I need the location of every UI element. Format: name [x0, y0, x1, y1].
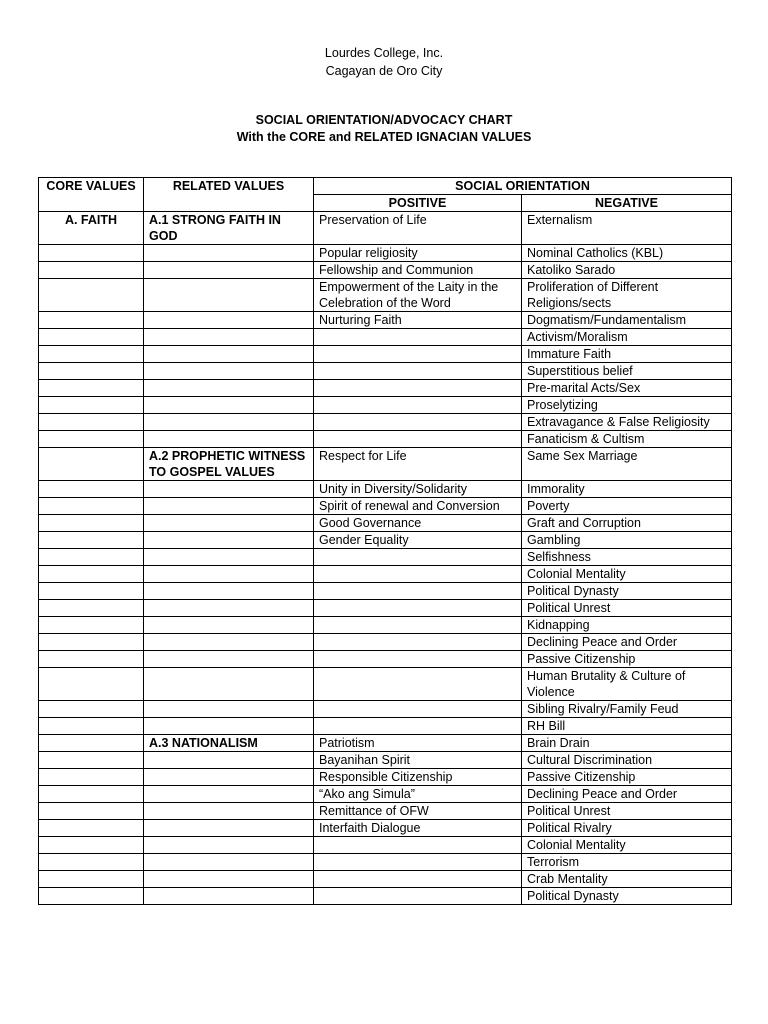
related-cell	[144, 566, 314, 583]
table-row	[39, 651, 732, 668]
core-cell	[39, 397, 144, 414]
related-cell	[144, 262, 314, 279]
related-cell	[144, 871, 314, 888]
positive-cell: “Ako ang Simula”	[314, 786, 522, 803]
positive-cell: Patriotism	[314, 735, 522, 752]
table-row	[39, 448, 732, 481]
table-row	[39, 583, 732, 600]
related-cell	[144, 752, 314, 769]
negative-cell: Immorality	[522, 481, 732, 498]
core-cell	[39, 549, 144, 566]
core-values-header: CORE VALUES	[39, 178, 144, 212]
negative-cell: Proliferation of Different Religions/sects	[522, 279, 732, 312]
table-row	[39, 380, 732, 397]
table-row	[39, 668, 732, 701]
table-row	[39, 769, 732, 786]
related-cell	[144, 701, 314, 718]
negative-cell: Political Dynasty	[522, 583, 732, 600]
core-cell	[39, 245, 144, 262]
related-cell	[144, 549, 314, 566]
positive-header: POSITIVE	[314, 195, 522, 212]
related-cell: A.3 NATIONALISM	[144, 735, 314, 752]
table-row	[39, 820, 732, 837]
advocacy-chart-table	[38, 177, 732, 905]
core-cell	[39, 481, 144, 498]
negative-cell: Human Brutality & Culture of Violence	[522, 668, 732, 701]
table-row	[39, 431, 732, 448]
related-cell	[144, 498, 314, 515]
core-cell	[39, 803, 144, 820]
core-cell	[39, 837, 144, 854]
positive-cell: Preservation of Life	[314, 212, 522, 245]
positive-cell	[314, 549, 522, 566]
core-cell	[39, 380, 144, 397]
positive-cell: Responsible Citizenship	[314, 769, 522, 786]
related-cell	[144, 854, 314, 871]
core-cell	[39, 786, 144, 803]
related-cell	[144, 380, 314, 397]
related-cell	[144, 837, 314, 854]
positive-cell	[314, 380, 522, 397]
negative-cell: Kidnapping	[522, 617, 732, 634]
negative-cell: Political Rivalry	[522, 820, 732, 837]
negative-cell: Declining Peace and Order	[522, 634, 732, 651]
core-cell	[39, 566, 144, 583]
related-cell	[144, 532, 314, 549]
core-cell	[39, 871, 144, 888]
table-row	[39, 363, 732, 380]
related-cell	[144, 329, 314, 346]
table-row	[39, 329, 732, 346]
core-cell	[39, 431, 144, 448]
negative-cell: Gambling	[522, 532, 732, 549]
table-row	[39, 549, 732, 566]
positive-cell: Popular religiosity	[314, 245, 522, 262]
positive-cell: Empowerment of the Laity in the Celebration of the Word	[314, 279, 522, 312]
negative-header: NEGATIVE	[522, 195, 732, 212]
positive-cell	[314, 583, 522, 600]
table-row	[39, 481, 732, 498]
positive-cell: Spirit of renewal and Conversion	[314, 498, 522, 515]
core-cell	[39, 634, 144, 651]
positive-cell: Good Governance	[314, 515, 522, 532]
negative-cell: Crab Mentality	[522, 871, 732, 888]
positive-cell: Unity in Diversity/Solidarity	[314, 481, 522, 498]
institution-city: Cagayan de Oro City	[325, 64, 443, 78]
social-orientation-header: SOCIAL ORIENTATION	[314, 178, 732, 195]
related-cell	[144, 600, 314, 617]
negative-cell: Katoliko Sarado	[522, 262, 732, 279]
table-row	[39, 871, 732, 888]
table-row	[39, 566, 732, 583]
related-cell	[144, 312, 314, 329]
core-cell	[39, 735, 144, 752]
positive-cell	[314, 431, 522, 448]
table-row	[39, 701, 732, 718]
core-cell	[39, 617, 144, 634]
table-row	[39, 803, 732, 820]
core-cell	[39, 769, 144, 786]
table-row	[39, 634, 732, 651]
negative-cell: Colonial Mentality	[522, 566, 732, 583]
core-cell	[39, 279, 144, 312]
core-cell	[39, 718, 144, 735]
table-row	[39, 752, 732, 769]
core-cell	[39, 515, 144, 532]
positive-cell	[314, 651, 522, 668]
negative-cell: Sibling Rivalry/Family Feud	[522, 701, 732, 718]
related-cell	[144, 718, 314, 735]
positive-cell	[314, 600, 522, 617]
negative-cell: Pre-marital Acts/Sex	[522, 380, 732, 397]
negative-cell: Dogmatism/Fundamentalism	[522, 312, 732, 329]
positive-cell: Remittance of OFW	[314, 803, 522, 820]
positive-cell	[314, 888, 522, 905]
related-values-header: RELATED VALUES	[144, 178, 314, 212]
table-row	[39, 735, 732, 752]
negative-cell: Passive Citizenship	[522, 651, 732, 668]
positive-cell	[314, 346, 522, 363]
table-row	[39, 888, 732, 905]
table-row	[39, 279, 732, 312]
table-row	[39, 617, 732, 634]
core-cell	[39, 346, 144, 363]
core-cell	[39, 854, 144, 871]
table-row	[39, 414, 732, 431]
negative-cell: Cultural Discrimination	[522, 752, 732, 769]
related-cell	[144, 346, 314, 363]
negative-cell: Political Dynasty	[522, 888, 732, 905]
positive-cell	[314, 871, 522, 888]
core-cell	[39, 583, 144, 600]
negative-cell: RH Bill	[522, 718, 732, 735]
negative-cell: Proselytizing	[522, 397, 732, 414]
document-title: SOCIAL ORIENTATION/ADVOCACY CHART	[255, 113, 513, 127]
negative-cell: Terrorism	[522, 854, 732, 871]
related-cell: A.1 STRONG FAITH IN GOD	[144, 212, 314, 245]
core-cell	[39, 448, 144, 481]
positive-cell: Fellowship and Communion	[314, 262, 522, 279]
related-cell	[144, 651, 314, 668]
core-cell	[39, 651, 144, 668]
core-cell: A. FAITH	[39, 212, 144, 245]
negative-cell: Fanaticism & Cultism	[522, 431, 732, 448]
negative-cell: Same Sex Marriage	[522, 448, 732, 481]
positive-cell	[314, 397, 522, 414]
negative-cell: Passive Citizenship	[522, 769, 732, 786]
negative-cell: Declining Peace and Order	[522, 786, 732, 803]
related-cell	[144, 245, 314, 262]
core-cell	[39, 752, 144, 769]
positive-cell	[314, 617, 522, 634]
related-cell	[144, 769, 314, 786]
negative-cell: Brain Drain	[522, 735, 732, 752]
core-cell	[39, 312, 144, 329]
core-cell	[39, 820, 144, 837]
positive-cell: Respect for Life	[314, 448, 522, 481]
table-row	[39, 718, 732, 735]
related-cell	[144, 888, 314, 905]
related-cell	[144, 786, 314, 803]
positive-cell: Interfaith Dialogue	[314, 820, 522, 837]
related-cell	[144, 803, 314, 820]
positive-cell: Nurturing Faith	[314, 312, 522, 329]
negative-cell: Selfishness	[522, 549, 732, 566]
related-cell	[144, 431, 314, 448]
negative-cell: Nominal Catholics (KBL)	[522, 245, 732, 262]
table-row	[39, 600, 732, 617]
negative-cell: Externalism	[522, 212, 732, 245]
core-cell	[39, 262, 144, 279]
table-row	[39, 532, 732, 549]
positive-cell: Bayanihan Spirit	[314, 752, 522, 769]
related-cell	[144, 583, 314, 600]
table-row	[39, 346, 732, 363]
document-subtitle: With the CORE and RELATED IGNACIAN VALUES	[236, 130, 532, 144]
related-cell	[144, 414, 314, 431]
negative-cell: Activism/Moralism	[522, 329, 732, 346]
core-cell	[39, 668, 144, 701]
core-cell	[39, 414, 144, 431]
core-cell	[39, 701, 144, 718]
related-cell	[144, 515, 314, 532]
related-cell	[144, 617, 314, 634]
positive-cell	[314, 701, 522, 718]
negative-cell: Graft and Corruption	[522, 515, 732, 532]
core-cell	[39, 329, 144, 346]
related-cell	[144, 820, 314, 837]
table-row	[39, 245, 732, 262]
table-row	[39, 786, 732, 803]
positive-cell	[314, 668, 522, 701]
table-row	[39, 397, 732, 414]
positive-cell	[314, 854, 522, 871]
related-cell	[144, 668, 314, 701]
related-cell	[144, 634, 314, 651]
positive-cell	[314, 363, 522, 380]
negative-cell: Political Unrest	[522, 803, 732, 820]
core-cell	[39, 363, 144, 380]
table-header-row	[39, 178, 732, 195]
table-row	[39, 498, 732, 515]
negative-cell: Colonial Mentality	[522, 837, 732, 854]
negative-cell: Superstitious belief	[522, 363, 732, 380]
institution-name: Lourdes College, Inc.	[324, 46, 444, 60]
positive-cell	[314, 718, 522, 735]
core-cell	[39, 532, 144, 549]
core-cell	[39, 600, 144, 617]
table-row	[39, 515, 732, 532]
related-cell	[144, 481, 314, 498]
related-cell	[144, 397, 314, 414]
related-cell: A.2 PROPHETIC WITNESS TO GOSPEL VALUES	[144, 448, 314, 481]
table-row	[39, 212, 732, 245]
positive-cell	[314, 634, 522, 651]
core-cell	[39, 888, 144, 905]
table-row	[39, 837, 732, 854]
negative-cell: Poverty	[522, 498, 732, 515]
related-cell	[144, 279, 314, 312]
negative-cell: Extravagance & False Religiosity	[522, 414, 732, 431]
related-cell	[144, 363, 314, 380]
positive-cell	[314, 566, 522, 583]
negative-cell: Political Unrest	[522, 600, 732, 617]
positive-cell: Gender Equality	[314, 532, 522, 549]
negative-cell: Immature Faith	[522, 346, 732, 363]
positive-cell	[314, 837, 522, 854]
core-cell	[39, 498, 144, 515]
positive-cell	[314, 329, 522, 346]
table-row	[39, 312, 732, 329]
table-row	[39, 262, 732, 279]
table-row	[39, 854, 732, 871]
positive-cell	[314, 414, 522, 431]
